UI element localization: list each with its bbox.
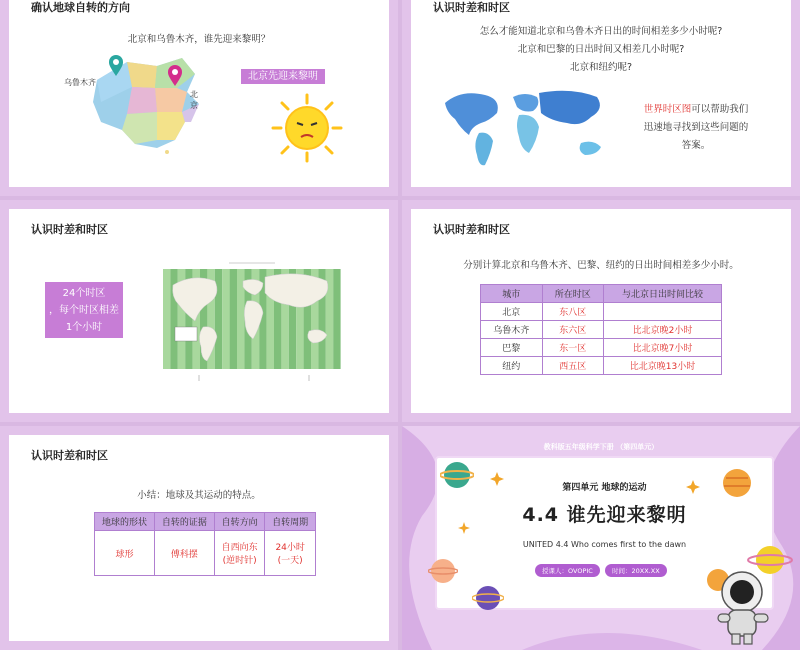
time-pill: 时间：20XX.XX xyxy=(605,564,667,577)
table-header-row xyxy=(95,513,316,531)
summary-text: 小结：地球及其运动的特点。 xyxy=(137,490,261,501)
answer-tag: 北京先迎来黎明 xyxy=(241,69,325,84)
lesson-subtitle: UNITED 4.4 Who comes first to the dawn xyxy=(522,540,687,549)
slide-title: 认识时差和时区 xyxy=(31,223,108,236)
world-map-image xyxy=(441,83,611,173)
urumqi-label: 乌鲁木齐 xyxy=(64,78,96,87)
lesson-title: 4.4 谁先迎来黎明 xyxy=(522,504,687,526)
time-zone-stripe xyxy=(163,269,170,369)
slide-time-zones[interactable] xyxy=(0,200,398,422)
table-row: 球形 傅科摆 自西向东 (逆时针) 24小时 (一天) xyxy=(95,531,316,576)
planet-teal-icon xyxy=(440,458,474,492)
slide-title: 确认地球自转的方向 xyxy=(31,1,130,14)
column-header: 城市 xyxy=(481,285,543,303)
time-zone-stripe xyxy=(333,269,340,369)
time-zone-stripe xyxy=(230,269,237,369)
table-row: 巴黎 东一区 比北京晚7小时 xyxy=(481,339,722,357)
urumqi-pin-icon xyxy=(108,55,124,77)
hint-highlight: 世界时区图 xyxy=(643,104,692,115)
astronaut-icon xyxy=(698,534,794,650)
star-icon xyxy=(490,472,504,486)
planet-purple-icon xyxy=(472,582,504,614)
slide-summary[interactable] xyxy=(0,426,398,650)
table-header-row xyxy=(481,285,722,303)
intro-text: 分别计算北京和乌鲁木齐、巴黎、纽约的日出时间相差多少小时。 xyxy=(463,260,739,271)
speaker-pill: 授课人：OVOPIC xyxy=(535,564,600,577)
slide-title: 认识时差和时区 xyxy=(433,1,510,14)
column-header: 地球的形状 xyxy=(95,513,155,531)
time-zone-stripe xyxy=(222,269,229,369)
table-row: 纽约 西五区 比北京晚13小时 xyxy=(481,357,722,375)
table-row: 北京 东八区 xyxy=(481,303,722,321)
column-header: 与北京日出时间比较 xyxy=(604,285,722,303)
course-info: 教科版五年级科学下册 （第四单元） xyxy=(543,443,659,451)
question-3: 北京和纽约呢? xyxy=(569,62,633,73)
question-2: 北京和巴黎的日出时间又相差几小时呢? xyxy=(517,44,685,55)
summary-table xyxy=(94,512,316,576)
star-icon xyxy=(686,480,700,494)
question-text: 北京和乌鲁木齐，谁先迎来黎明？ xyxy=(127,34,271,45)
slide-time-comparison[interactable] xyxy=(402,200,800,422)
planet-orange-icon xyxy=(720,466,754,500)
sun-icon xyxy=(267,93,347,163)
hint-text: 世界时区图可以帮助我们 迅速地寻找到这些问题的 答案。 xyxy=(643,104,749,151)
column-header: 自转周期 xyxy=(265,513,316,531)
comparison-table xyxy=(480,284,722,375)
table-row: 乌鲁木齐 东六区 比北京晚2小时 xyxy=(481,321,722,339)
slide-time-difference-questions[interactable] xyxy=(402,0,800,196)
slide-title: 认识时差和时区 xyxy=(31,449,108,462)
beijing-label: 北 京 xyxy=(190,90,198,110)
slide-title: 认识时差和时区 xyxy=(433,223,510,236)
star-icon xyxy=(458,522,470,534)
column-header: 自转方向 xyxy=(214,513,265,531)
column-header: 所在时区 xyxy=(542,285,604,303)
unit-title: 第四单元 地球的运动 xyxy=(562,483,647,493)
slide-cover[interactable] xyxy=(402,426,800,650)
world-time-zone-map-image xyxy=(159,259,345,395)
time-zone-info-box: 24个时区 ，每个时区相差 1个小时 xyxy=(45,282,123,338)
question-1: 怎么才能知道北京和乌鲁木齐日出的时间相差多少小时呢? xyxy=(479,26,723,37)
slide-earth-rotation[interactable] xyxy=(0,0,398,196)
column-header: 自转的证据 xyxy=(154,513,214,531)
beijing-pin-icon xyxy=(167,65,183,87)
planet-peach-icon xyxy=(428,556,458,586)
